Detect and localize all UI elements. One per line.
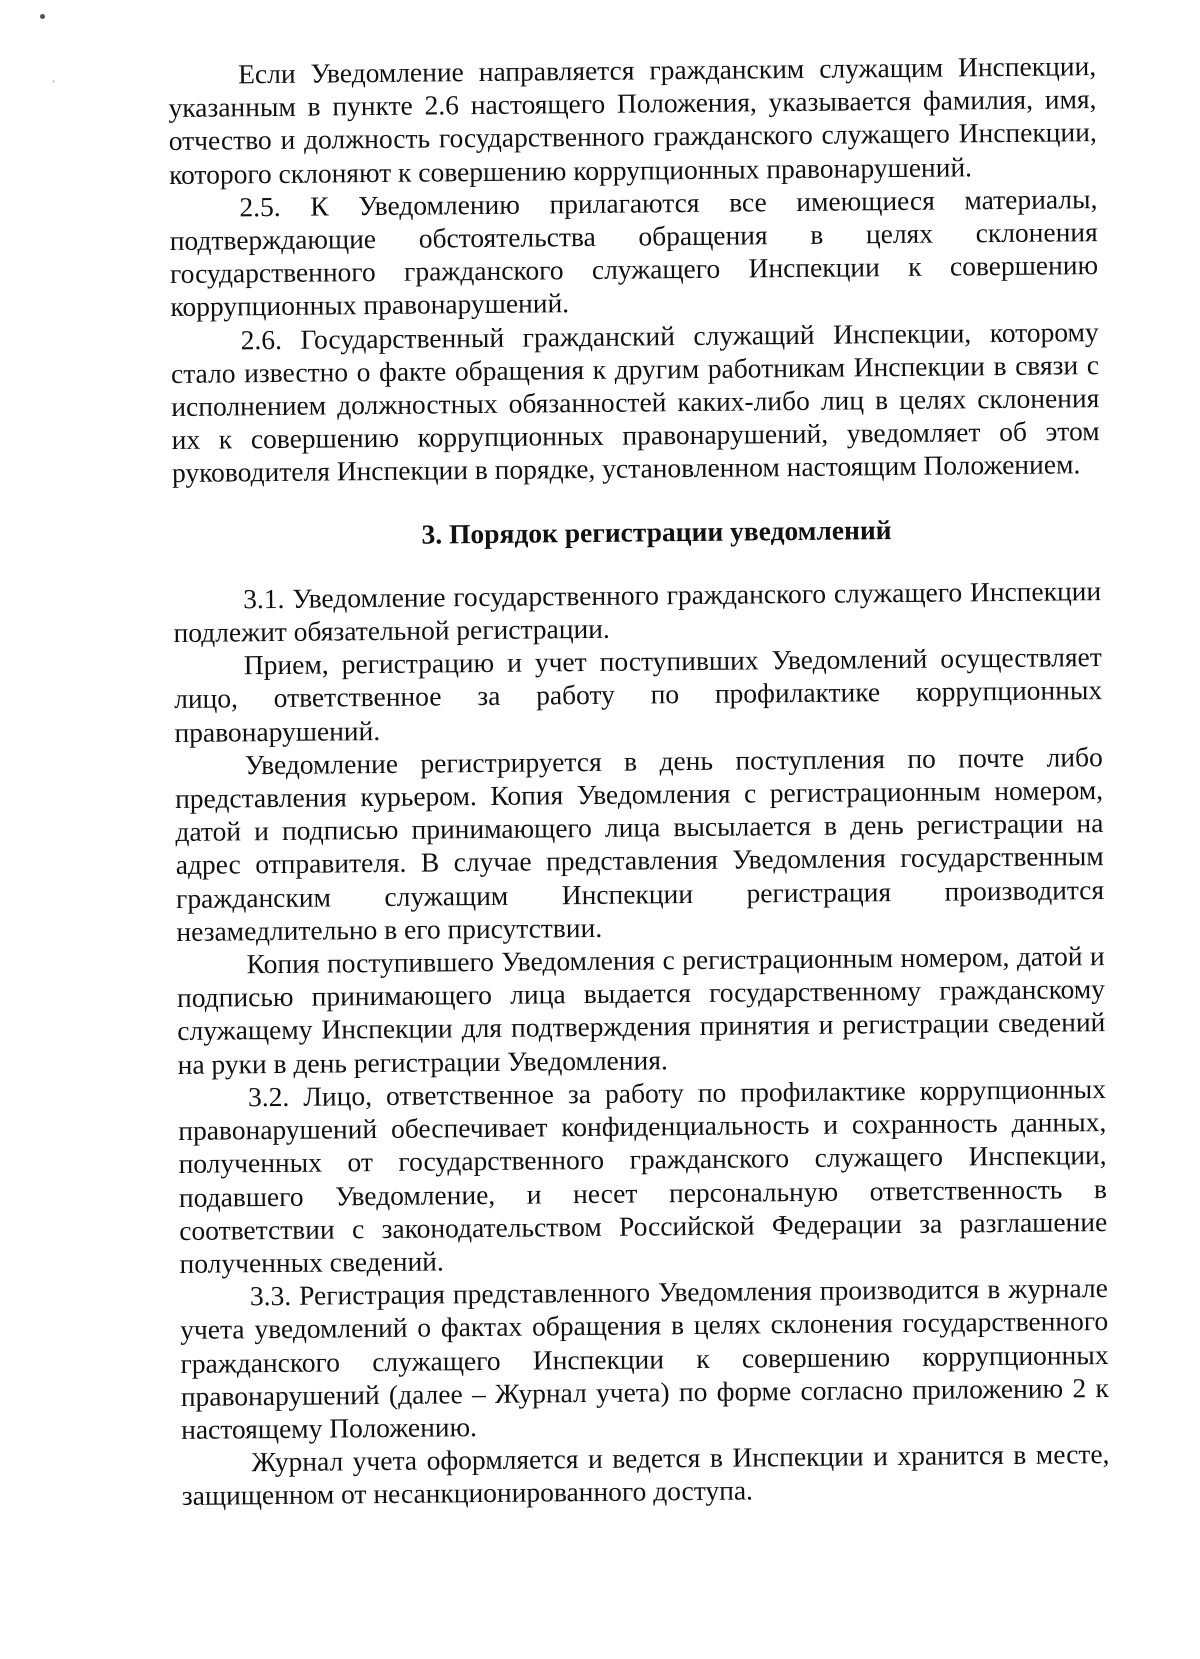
paragraph-notification-fio: Если Уведомление направляется гражданским служащим Инспекции, указанным в пункте 2.6 настоящего Положения, указывается фамилия, имя, отчество и должность государственного гражданского служащего Инспекции, которого склоняют к совершению коррупционных правонарушений.	[168, 50, 1097, 190]
paragraph-3-3: 3.3. Регистрация представленного Уведомления производится в журнале учета уведомлений о фактах обращения в целях склонения государственного гражданского служащего Инспекции к совершению коррупционных правонарушений (далее – Журнал учета) по форме согласно приложению 2 к настоящему Положению.	[180, 1272, 1109, 1445]
paragraph-3-1: 3.1. Уведомление государственного гражданского служащего Инспекции подлежит обязательной регистрации.	[173, 574, 1102, 649]
section-heading: 3. Порядок регистрации уведомлений	[421, 513, 892, 550]
scan-speck	[40, 14, 45, 19]
paragraph-reception: Прием, регистрацию и учет поступивших Уведомлений осуществляет лицо, ответственное за работу по профилактике коррупционных правонарушений.	[174, 641, 1103, 748]
paragraph-3-2: 3.2. Лицо, ответственное за работу по профилактике коррупционных правонарушений обеспечивает конфиденциальность и сохранность данных, полученных от государственного гражданского служащего Инспекции, подавшего Уведомление, и несет персональную ответственность в соответствии с законодательством Российской Федерации за разглашение полученных сведений.	[178, 1072, 1108, 1279]
scan-speck	[52, 80, 55, 83]
paragraph-registration-day: Уведомление регистрируется в день поступления по почте либо представления курьером. Копия Уведомления с регистрационным номером, датой и подписью принимающего лица высылается в день регистрации на адрес отправителя. В случае представления Уведомления государственным гражданским служащим Инспекции регистрация производится незамедлительно в его присутствии.	[174, 740, 1105, 947]
paragraph-journal-storage: Журнал учета оформляется и ведется в Инспекции и хранится в месте, защищенном от несанкционированного доступа.	[181, 1438, 1110, 1512]
document-page	[168, 49, 1110, 1512]
paragraph-2-5: 2.5. К Уведомлению прилагаются все имеющиеся материалы, подтверждающие обстоятельства обращения в целях склонения государственного гражданского служащего Инспекции к совершению коррупционных правонарушений.	[169, 182, 1099, 323]
paragraph-copy-issued: Копия поступившего Уведомления с регистрационным номером, датой и подписью принимающего лица выдается государственному гражданскому служащему Инспекции для подтверждения принятия и регистрации сведений на руки в день регистрации Уведомления.	[176, 940, 1106, 1080]
paragraph-2-6: 2.6. Государственный гражданский служащий Инспекции, которому стало известно о факте обращения к другим работникам Инспекции в связи с исполнением должностных обязанностей каких-либо лиц в целях склонения их к совершению коррупционных правонарушений, уведомляет об этом руководителя Инспекции в порядке, установленном настоящим Положением.	[170, 315, 1100, 489]
